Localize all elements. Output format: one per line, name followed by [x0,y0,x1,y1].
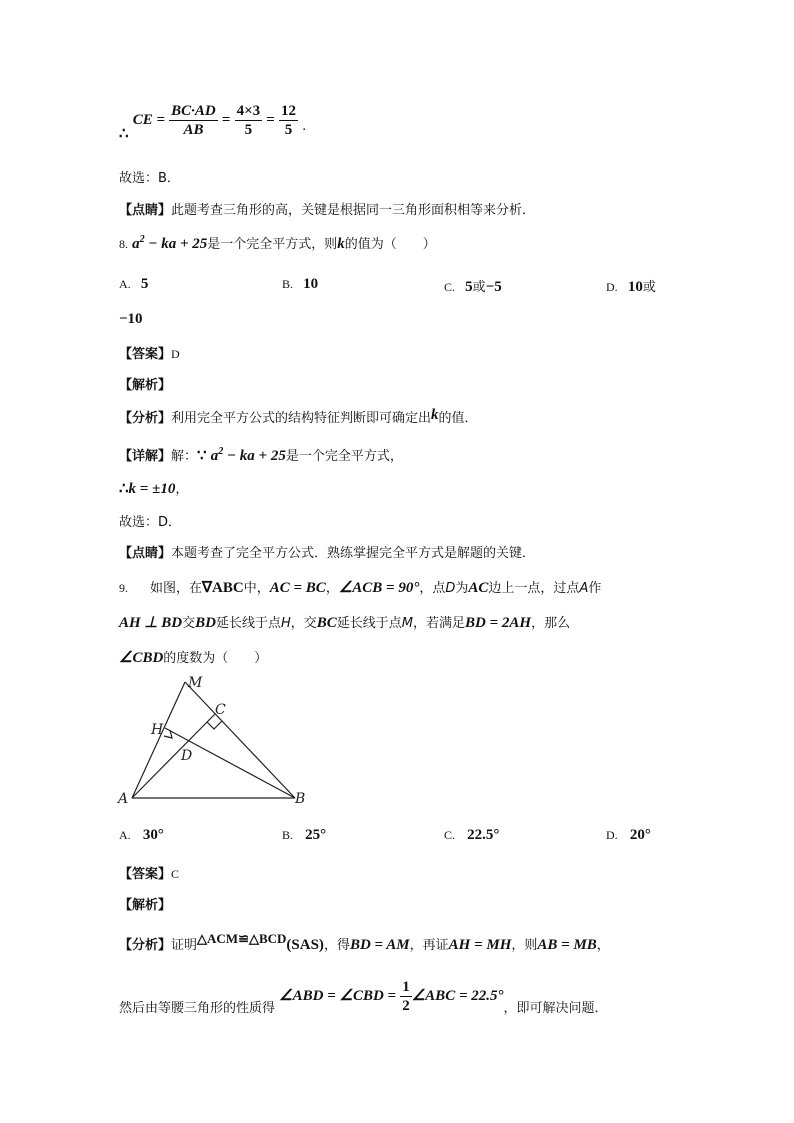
q9-answer: 【答案】C [119,867,180,882]
therefore-symbol: ∴ [119,126,129,142]
segment-am [132,682,185,798]
fraction-4x3-over-5: $\frac{4\times 3}{5}$ [236,103,261,138]
label-h: H [151,722,164,738]
ce-formula-line: ∴ CE = $\frac{BC\cdot AD}{AB}$ = $\frac{4\times 3}{5}$ = $\frac{12}{5}$ . [119,103,307,142]
q8-option-b[interactable]: B. 10 [282,276,319,292]
q9-analysis-tag: 【解析】 [119,898,172,913]
q9-fenxi-line2: 然后由等腰三角形的性质得 ∠ABD = ∠CBD = $\frac{1}{2}$ ∠ABC = 22.5°，即可解决问题． [119,979,608,1016]
segment-mb [185,682,295,798]
q9-stem-line3: ∠CBD的度数为（ ） [119,650,268,666]
q8-stem: 8. $a^2$ − ka + 25是一个完全平方式，则k的值为（ ） [119,234,436,252]
q7-choose: 故选：B． [119,171,180,186]
q8-option-c[interactable]: C. 5或−5 [444,279,502,295]
q9-stem-line1: 9. 如图，在∇ABC中，AC = BC，∠ACB = 90°，点D为AC边上一点，过点A作 [119,580,602,596]
q8-fenxi: 【分析】利用完全平方公式的结构特征判断即可确定出k的值． [119,407,478,426]
label-c: C [215,702,226,718]
q8-answer: 【答案】D [119,347,180,362]
ce-lhs: CE = [132,112,165,128]
q8-xiangjie: 【详解】解：∵ $a^2$ − ka + 25是一个完全平方式， [119,446,403,464]
q8-analysis-tag: 【解析】 [119,378,172,393]
q9-option-d[interactable]: D. 20° [606,827,651,843]
q8-option-d[interactable]: D. 10或 [606,279,656,295]
q9-stem-line2: AH ⊥ BD交BD延长线于点H，交BC延长线于点M，若满足BD = 2AH，那么 [119,615,571,631]
right-angle-mark-c [207,721,222,729]
segment-ac [132,714,215,798]
label-b: B [295,791,306,807]
comment-tag: 【点睛】 [119,203,172,218]
label-m: M [188,675,203,691]
question-number: 8. [119,237,128,251]
q8-option-d-continued: −10 [119,311,143,327]
label-a: A [118,791,129,807]
fraction-one-half: $\frac{1}{2}$ [402,979,410,1014]
q9-geometry-figure [115,670,315,810]
fraction-bc-ad-over-ab: $\frac{BC\cdot AD}{AB}$ [171,103,216,138]
q8-therefore: ∴k = ±10， [119,481,189,497]
q8-comment: 【点睛】本题考查了完全平方公式．熟练掌握完全平方式是解题的关键． [119,546,536,561]
q9-fenxi-line1: 【分析】证明△ACM≌△BCD(SAS)，得BD = AM，再证AH = MH，则AB = MB， [119,931,610,953]
q9-option-a[interactable]: A. 30° [119,827,164,843]
q9-option-b[interactable]: B. 25° [282,827,327,843]
q9-option-c[interactable]: C. 22.5° [444,827,500,843]
q8-choose: 故选：D． [119,515,182,530]
q8-option-a[interactable]: A. 5 [119,276,149,292]
label-d: D [181,748,193,764]
fraction-12-over-5: $\frac{12}{5}$ [281,103,296,138]
right-angle-mark-h [164,730,172,738]
q7-comment: 【点睛】此题考查三角形的高，关键是根据同一三角形面积相等来分析． [119,203,536,218]
